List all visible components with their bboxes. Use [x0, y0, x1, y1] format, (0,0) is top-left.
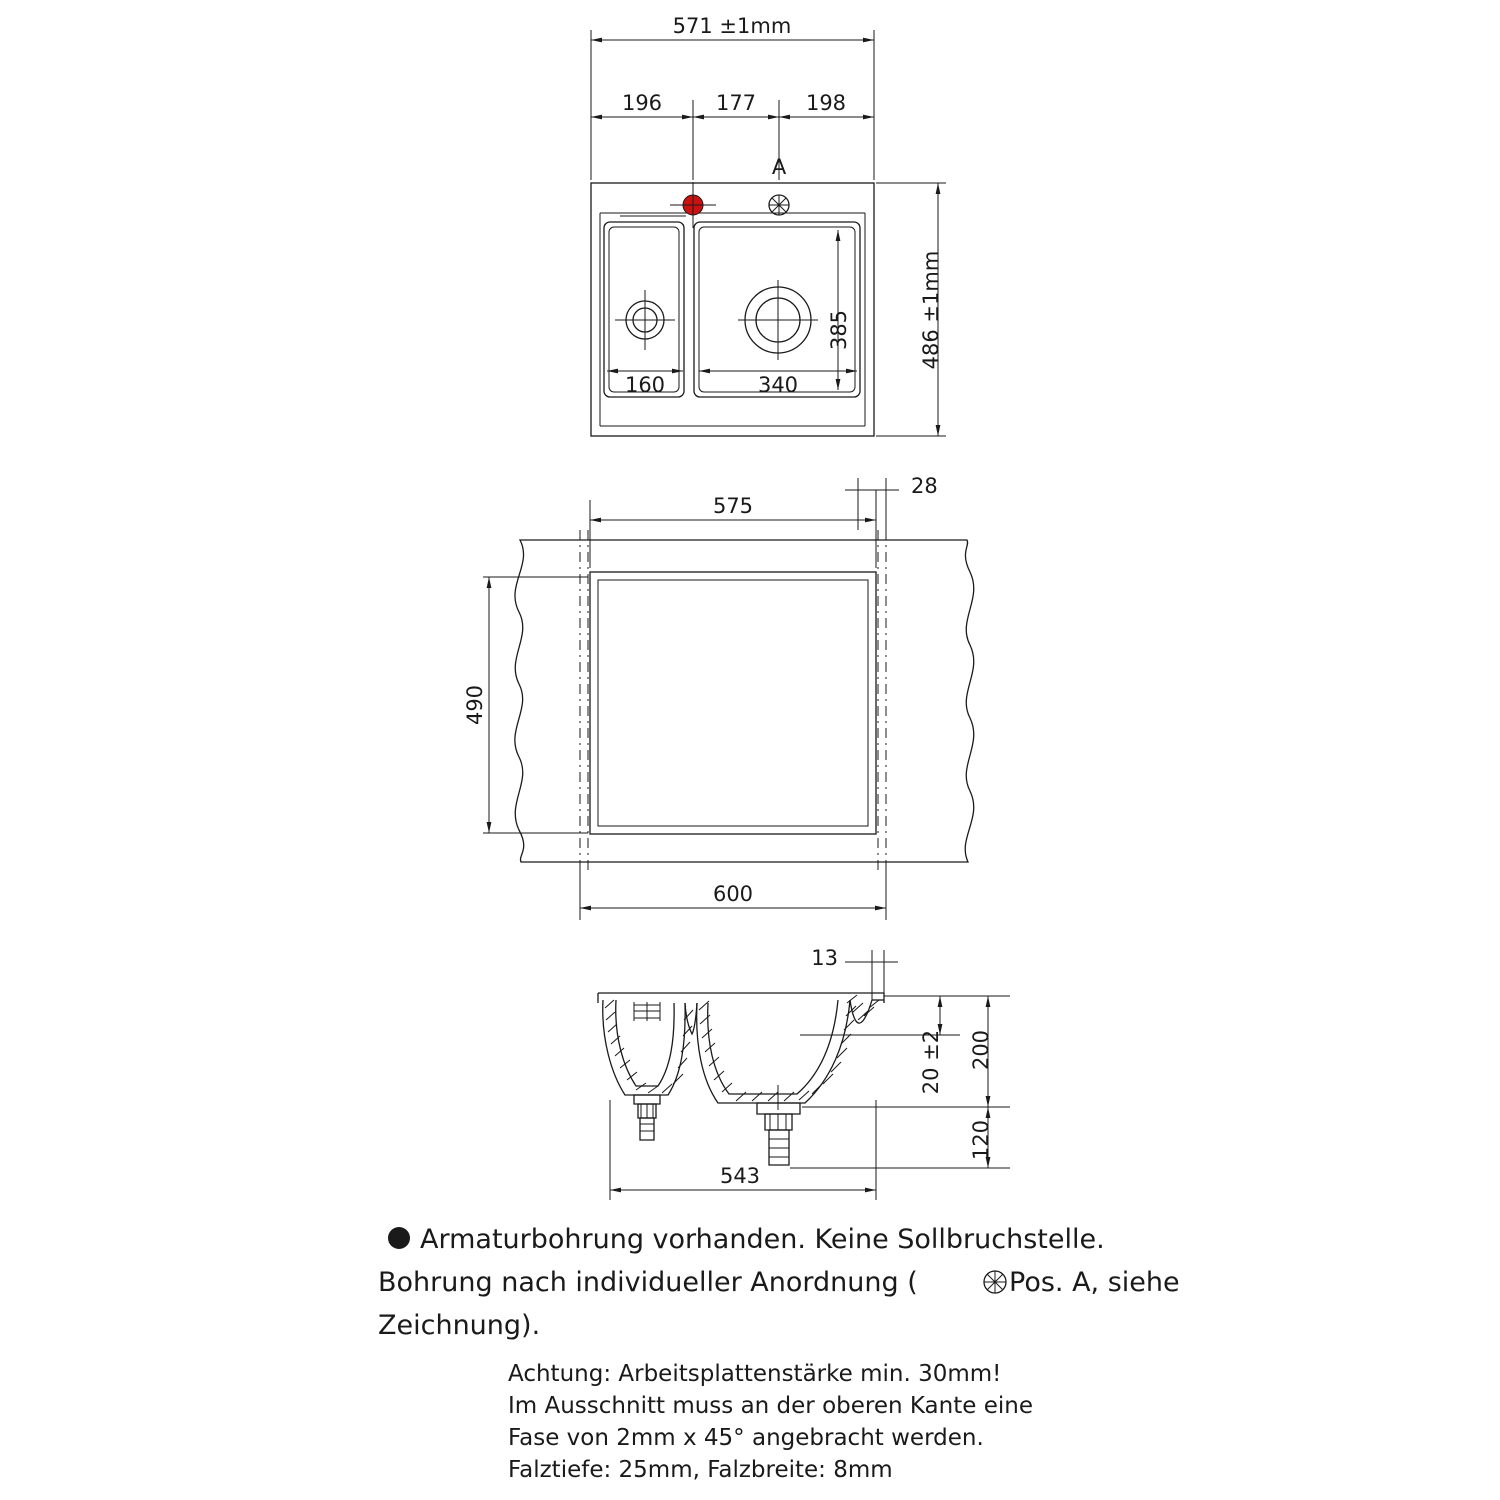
warning-line-2: Fase von 2mm x 45° angebracht werden. [508, 1425, 984, 1451]
dim-edge-margin: 28 [911, 474, 938, 498]
dim-cabinet-width: 600 [712, 882, 754, 906]
dim-overall-width: 571 ±1mm [672, 14, 792, 38]
bullet-icon [388, 1227, 410, 1249]
tap-hole-icon [984, 1271, 1006, 1293]
note-line-2a: Bohrung nach individueller Anordnung ( [378, 1267, 918, 1298]
pos-a-label: A [771, 155, 787, 179]
dim-underside-width: 543 [719, 1164, 761, 1188]
dim-bowl-large-width: 340 [757, 373, 799, 397]
dim-seg1: 196 [621, 91, 663, 115]
note-line-2b: Pos. A, siehe [1009, 1267, 1180, 1298]
warning-line-1: Im Ausschnitt muss an der oberen Kante eine [508, 1393, 1033, 1419]
note-line-3: Zeichnung). [378, 1310, 541, 1341]
dim-seg2: 177 [715, 91, 757, 115]
dim-seg3: 198 [805, 91, 847, 115]
dim-cutout-width: 575 [712, 494, 754, 518]
dim-bowl-depth-total: 200 [969, 1029, 993, 1071]
dim-drain-height: 120 [969, 1119, 993, 1161]
note-line-1: Armaturbohrung vorhanden. Keine Sollbruchstelle. [420, 1224, 1105, 1255]
dim-cutout-depth: 490 [463, 684, 487, 726]
dim-overall-height: 486 ±1mm [919, 250, 943, 370]
dim-wall-thickness: 13 [811, 946, 838, 970]
dim-bowl-small-width: 160 [624, 373, 666, 397]
dim-upper-depth: 20 ±2 [919, 1029, 943, 1095]
warning-line-0: Achtung: Arbeitsplattenstärke min. 30mm! [508, 1361, 1002, 1387]
warning-line-3: Falztiefe: 25mm, Falzbreite: 8mm [508, 1457, 893, 1483]
dim-bowl-large-depth: 385 [827, 309, 851, 351]
